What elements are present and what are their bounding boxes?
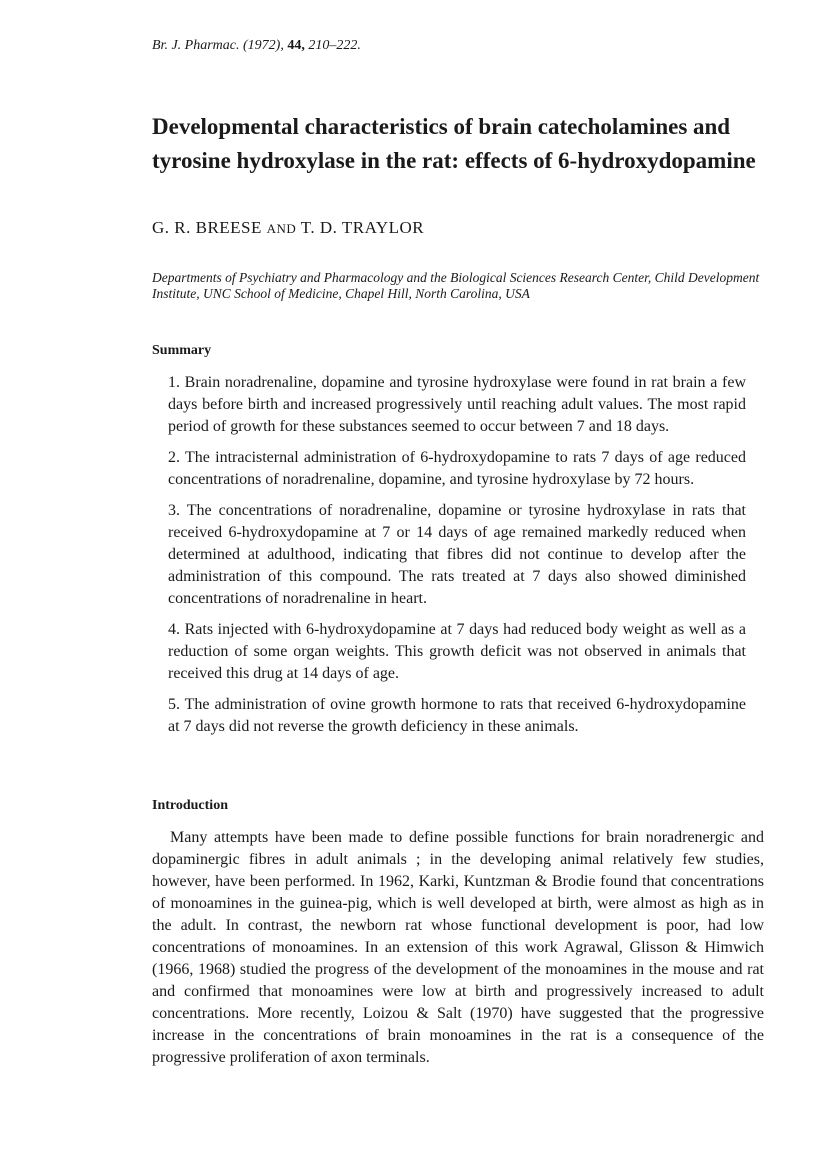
author-2: T. D. TRAYLOR [300,218,425,237]
author-conjunction: AND [266,221,297,236]
affiliation: Departments of Psychiatry and Pharmacology and the Biological Sciences Research Center, Child Development Institute, UNC School of Medicine, Chapel Hill, North Carolina, USA [152,270,760,301]
journal-volume: 44, [287,38,305,53]
summary-heading: Summary [152,343,212,358]
paper-title: Developmental characteristics of brain catecholamines and tyrosine hydroxylase in the rat: effects of 6-hydroxydopamine [152,114,756,173]
summary-item-2: 2. The intracisternal administration of 6-hydroxydopamine to rats 7 days of age reduced concentrations of noradrenaline, dopamine, and tyrosine hydroxylase by 72 hours. [168,449,746,488]
introduction-heading: Introduction [152,798,228,813]
journal-year: (1972), [243,38,284,53]
summary-item-4: 4. Rats injected with 6-hydroxydopamine at 7 days had reduced body weight as well as a reduction of some organ weights. This growth deficit was not observed in animals that received this drug at 14 days of age. [168,621,746,682]
introduction-paragraph: Many attempts have been made to define possible functions for brain noradrenergic and dopaminergic fibres in adult animals ; in the developing animal relatively few studies, however, have been performed. In 1962, Karki, Kuntzman & Brodie found that concentrations of monoamines in the guinea-pig, which is well developed at birth, were almost as high as in the adult. In contrast, the newborn rat whose functional development is poor, had low concentrations of monoamines. In an extension of this work Agrawal, Glisson & Himwich (1966, 1968) studied the progress of the development of the monoamines in the mouse and rat and confirmed that monoamines were low at birth and progressively increased to adult concentrations. More recently, Loizou & Salt (1970) have suggested that the progressive increase in the concentrations of brain monoamines in the rat is a consequence of the progressive proliferation of axon terminals. [152,829,764,1066]
author-1: G. R. BREESE [152,218,262,237]
journal-name: Br. J. Pharmac. [152,38,240,53]
summary-item-5: 5. The administration of ovine growth hormone to rats that received 6-hydroxydopamine at 7 days did not reverse the growth deficiency in these animals. [168,696,746,735]
summary-list [168,372,746,747]
authors [152,218,424,238]
summary-item-1: 1. Brain noradrenaline, dopamine and tyrosine hydroxylase were found in rat brain a few days before birth and increased progressively until reaching adult values. The most rapid period of growth for these substances seemed to occur between 7 and 18 days. [168,374,746,435]
journal-pages: 210–222. [308,38,361,53]
summary-item-3: 3. The concentrations of noradrenaline, dopamine or tyrosine hydroxylase in rats that received 6-hydroxydopamine at 7 or 14 days of age remained markedly reduced when determined at adulthood, indicating that fibres did not continue to develop after the administration of this compound. The rats treated at 7 days also showed diminished concentrations of noradrenaline in heart. [168,502,746,607]
journal-citation [152,38,361,54]
